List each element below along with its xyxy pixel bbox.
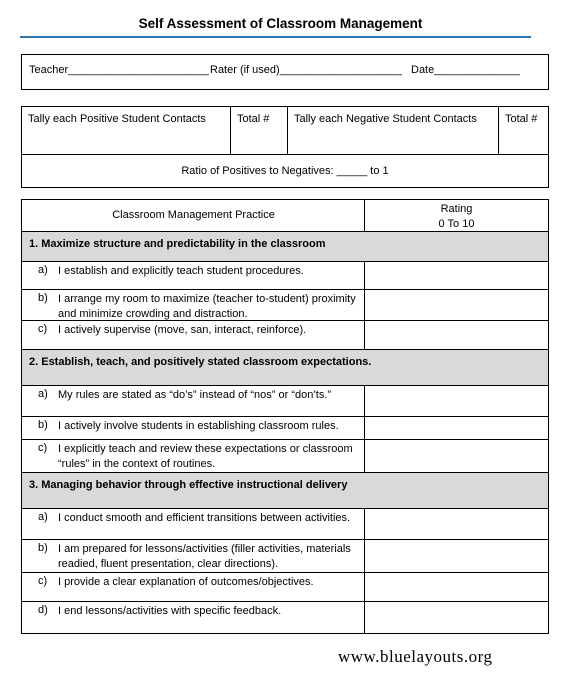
document-title: Self Assessment of Classroom Management xyxy=(138,16,423,31)
table-row xyxy=(22,440,548,473)
practice-text: I explicitly teach and review these expectations or classroom “rules” in the context of routines. xyxy=(58,443,353,470)
item-letter: b) xyxy=(38,419,48,431)
table-row xyxy=(22,386,548,417)
practice-text: I end lessons/activities with specific feedback. xyxy=(58,605,282,617)
practice-header-cell xyxy=(22,200,365,231)
rating-input-cell[interactable] xyxy=(365,262,548,289)
rating-input-cell[interactable] xyxy=(365,321,548,349)
rating-input-cell[interactable] xyxy=(365,540,548,572)
tally-header-row xyxy=(22,107,548,155)
practice-cell xyxy=(22,386,365,416)
practice-text: I conduct smooth and efficient transitions between activities. xyxy=(58,512,351,524)
practice-text: I actively involve students in establishing classroom rules. xyxy=(58,420,339,432)
rating-input-cell[interactable] xyxy=(365,509,548,539)
practice-text: My rules are stated as “do’s” instead of “nos” or “don’ts.” xyxy=(58,389,332,401)
negative-tally-cell[interactable]: Tally each Negative Student Contacts xyxy=(288,107,499,155)
item-letter: a) xyxy=(38,388,48,400)
item-letter: c) xyxy=(38,575,48,587)
section-title: 3. Managing behavior through effective instructional delivery xyxy=(29,479,348,491)
negative-total-cell[interactable]: Total # xyxy=(505,113,538,125)
positive-total-cell[interactable]: Total # xyxy=(231,107,288,155)
practice-cell xyxy=(22,540,365,572)
rating-range: 0 To 10 xyxy=(438,218,475,230)
table-row xyxy=(22,540,548,573)
practice-cell xyxy=(22,321,365,349)
practice-cell xyxy=(22,290,365,320)
rating-header: Rating xyxy=(440,203,473,215)
date-field[interactable]: Date______________ xyxy=(411,64,520,76)
practice-header: Classroom Management Practice xyxy=(112,209,275,221)
section-header-row xyxy=(22,232,548,262)
practice-cell xyxy=(22,602,365,633)
item-letter: a) xyxy=(38,264,48,276)
item-letter: a) xyxy=(38,511,48,523)
section-title: 1. Maximize structure and predictability in the classroom xyxy=(29,238,326,250)
practice-cell xyxy=(22,573,365,601)
website-watermark: www.bluelayouts.org xyxy=(338,647,493,666)
ratio-field[interactable]: Ratio of Positives to Negatives: _____ to 1 xyxy=(181,165,389,177)
rating-input-cell[interactable] xyxy=(365,573,548,601)
table-row xyxy=(22,573,548,602)
section-title: 2. Establish, teach, and positively stated classroom expectations. xyxy=(29,356,372,368)
teacher-field[interactable]: Teacher_______________________ xyxy=(29,64,209,76)
practice-cell xyxy=(22,440,365,472)
rater-field[interactable]: Rater (if used)____________________ xyxy=(210,64,403,76)
table-row xyxy=(22,290,548,321)
practice-text: I arrange my room to maximize (teacher to-student) proximity and minimize crowding and distraction. xyxy=(58,293,356,320)
item-letter: d) xyxy=(38,604,48,616)
section-header-row xyxy=(22,350,548,386)
item-letter: b) xyxy=(38,292,48,304)
table-row xyxy=(22,321,548,350)
practice-cell xyxy=(22,417,365,439)
practice-text: I provide a clear explanation of outcomes/objectives. xyxy=(58,576,314,588)
rating-input-cell[interactable] xyxy=(365,386,548,416)
rating-input-cell[interactable] xyxy=(365,290,548,320)
item-letter: c) xyxy=(38,442,48,454)
table-header-row xyxy=(22,200,548,232)
table-row xyxy=(22,262,548,290)
table-row xyxy=(22,602,548,633)
item-letter: c) xyxy=(38,323,48,335)
teacher-info-box xyxy=(21,54,549,90)
section-header-row xyxy=(22,473,548,509)
tally-box xyxy=(21,106,549,188)
rating-input-cell[interactable] xyxy=(365,602,548,633)
table-row xyxy=(22,417,548,440)
practice-text: I actively supervise (move, san, interact, reinforce). xyxy=(58,324,307,336)
practice-text: I am prepared for lessons/activities (filler activities, materials readied, fluent presentation, clear directions). xyxy=(58,543,351,570)
title-underline xyxy=(20,36,531,38)
practice-text: I establish and explicitly teach student procedures. xyxy=(58,265,304,277)
table-row xyxy=(22,509,548,540)
positive-tally-cell[interactable]: Tally each Positive Student Contacts xyxy=(22,107,231,155)
practice-cell xyxy=(22,262,365,289)
rating-input-cell[interactable] xyxy=(365,440,548,472)
rating-header-cell xyxy=(365,200,548,231)
rating-input-cell[interactable] xyxy=(365,417,548,439)
item-letter: b) xyxy=(38,542,48,554)
assessment-table xyxy=(21,199,549,634)
practice-cell xyxy=(22,509,365,539)
